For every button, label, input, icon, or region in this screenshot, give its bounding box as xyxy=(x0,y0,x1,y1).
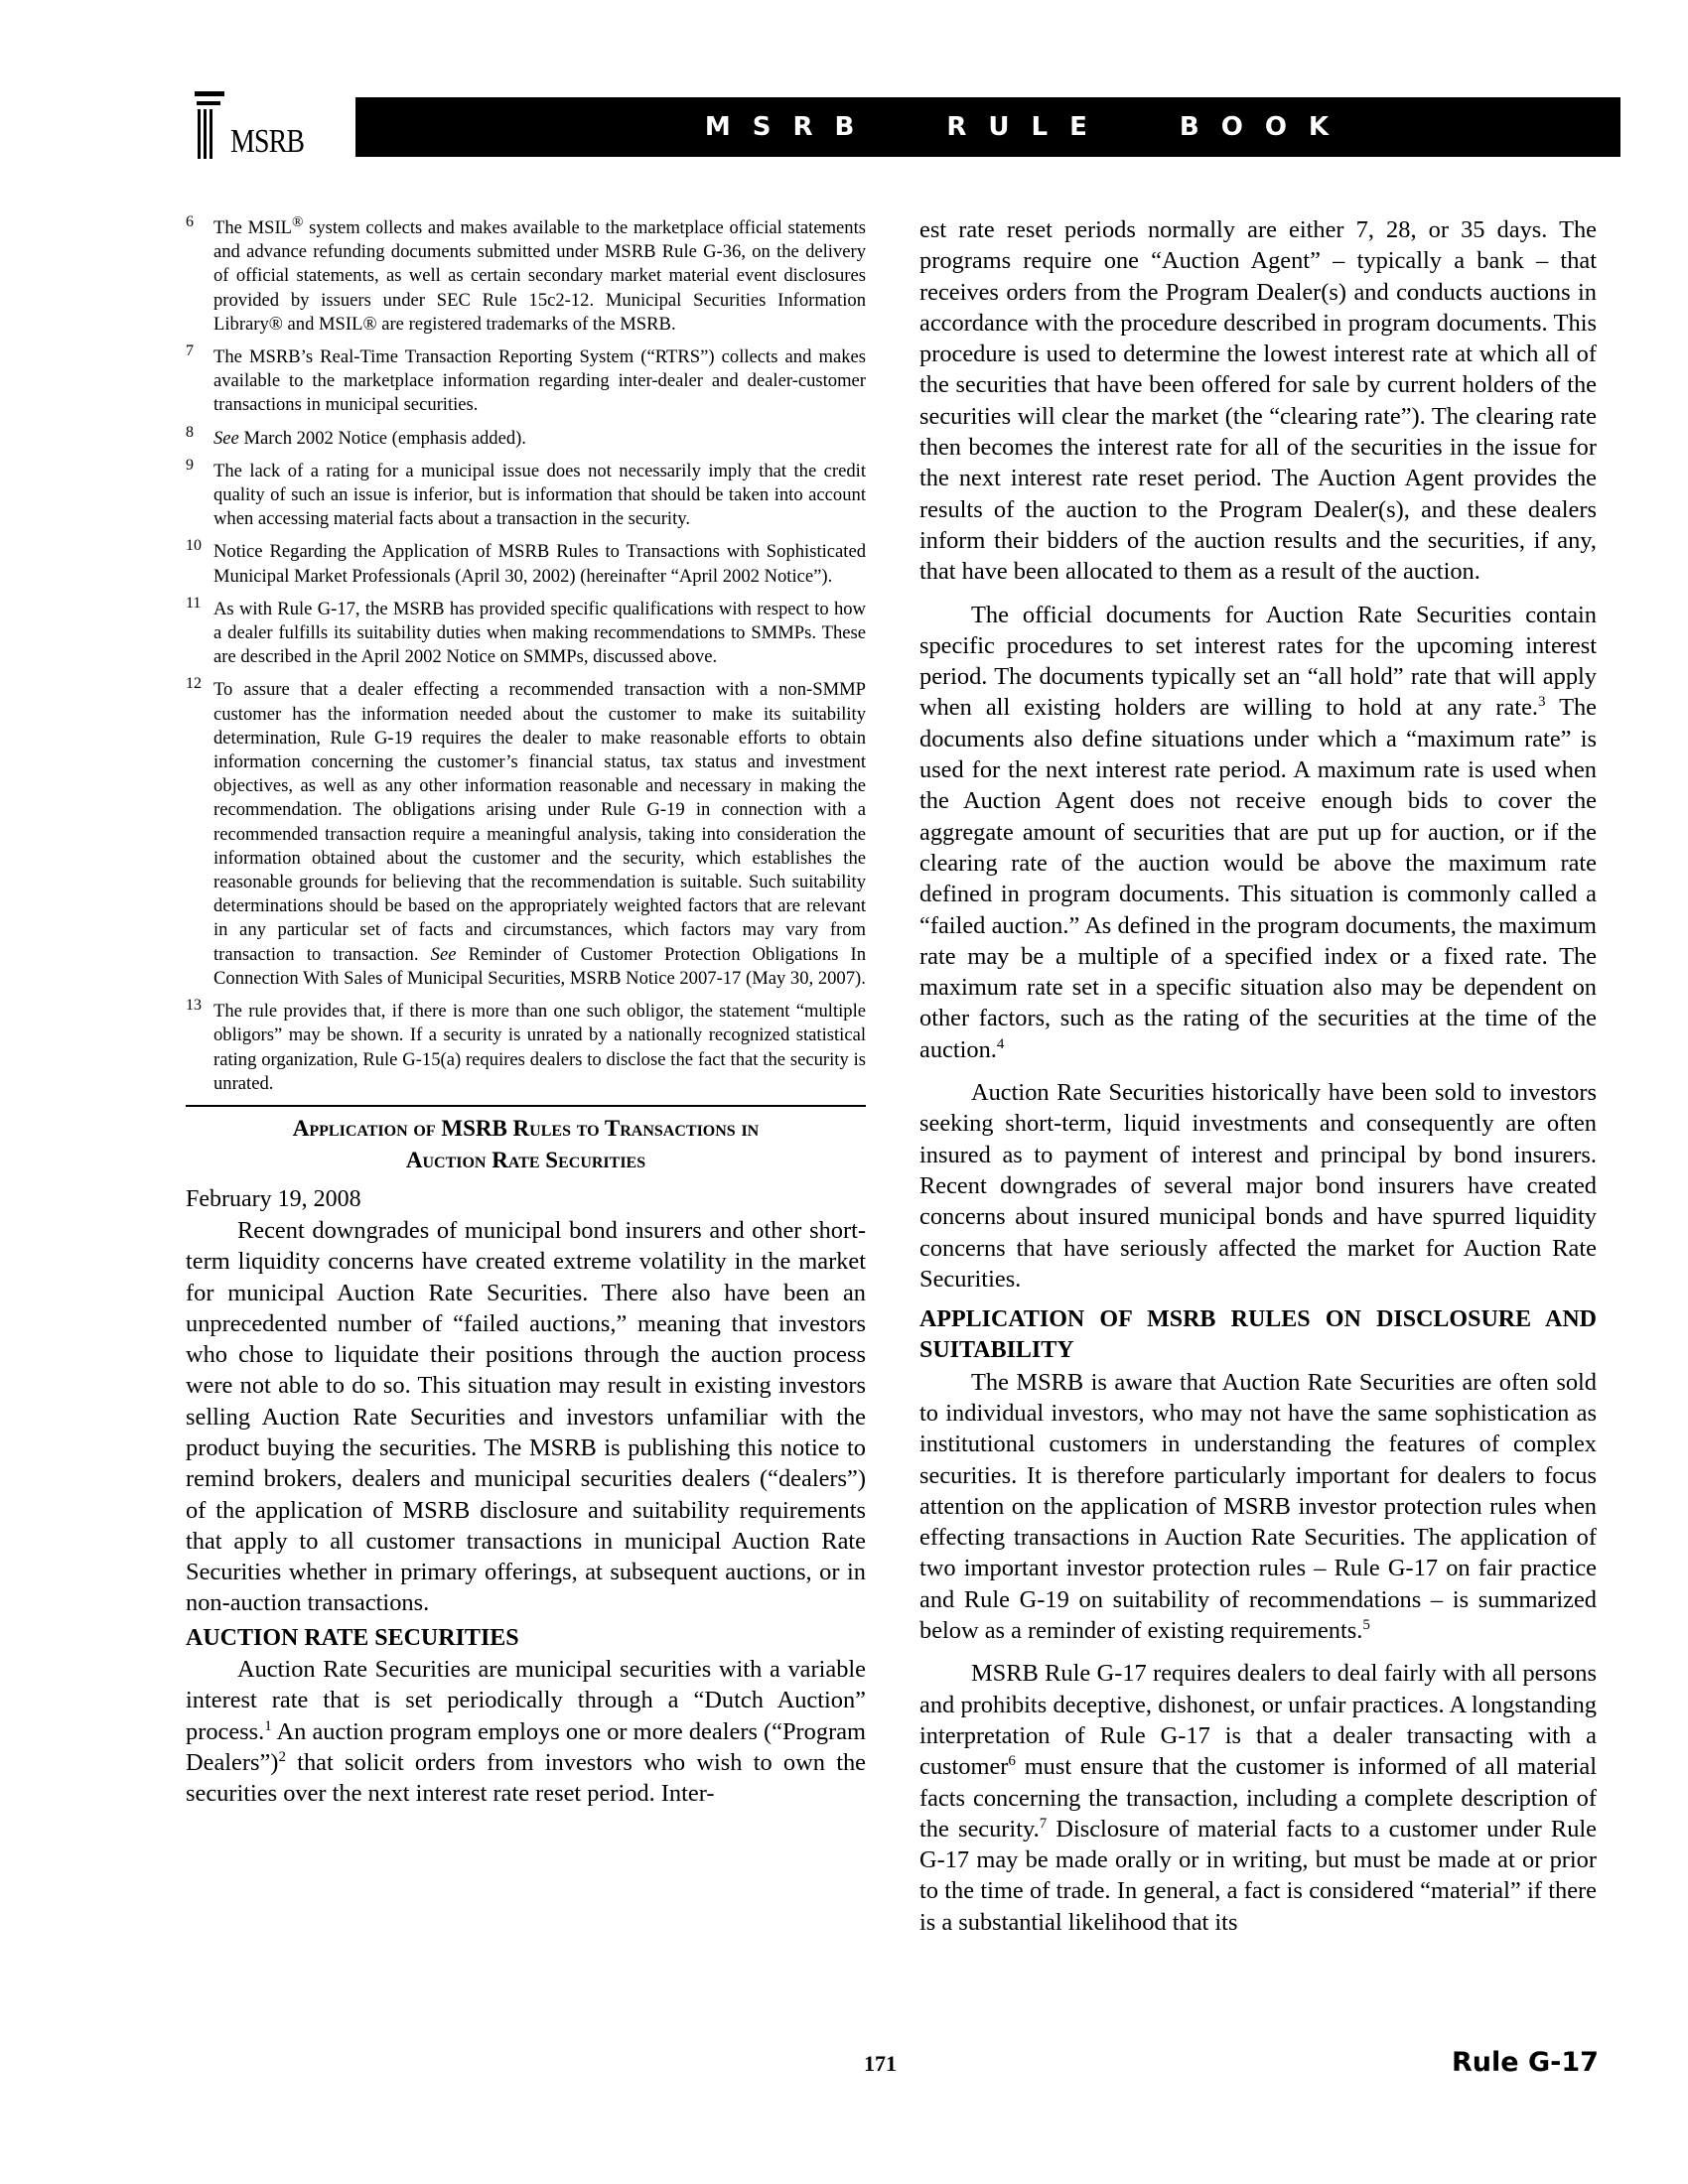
footnote-reference: 1 xyxy=(264,1717,272,1734)
ars-paragraph-1-start xyxy=(186,1654,866,1809)
footnote xyxy=(186,342,866,418)
footnote-reference: 3 xyxy=(1538,694,1546,711)
text-run: that solicit orders from investors who wish to own the securities over the next interest rate reset period. Inter- xyxy=(186,1748,866,1808)
text-run: The MSIL xyxy=(213,217,293,238)
page-number: 171 xyxy=(864,2051,897,2076)
text-run: Recent downgrades of municipal bond insurers and other short-term liquidity concerns have created extreme volatility in the market for municipal Auction Rate Securities. There also have been an unprecedented number of “failed auctions,” meaning that investors who chose to liquidate their positions through the auction process were not able to do so. This situation may result in existing investors selling Auction Rate Securities and investors unfamiliar with the product buying the securities. The MSRB is publishing this notice to remind brokers, dealers and municipal securities dealers (“dealers”) of the application of MSRB disclosure and suitability requirements that apply to all customer transactions in municipal Auction Rate Securities whether in primary offerings, at subsequent auctions, or in non-auction transactions. xyxy=(186,1216,866,1617)
footnote-number: 7 xyxy=(186,342,194,360)
text-run: est rate reset periods normally are either 7, 28, or 35 days. The programs require one “Auction Agent” – typically a bank – that receives orders from the Program Dealer(s) and conducts auctions in accordance with the procedure described in program documents. This procedure is used to determine the lowest interest rate at which all of the securities that have been offered for sale by current holders of the securities will clear the market (the “clearing rate”). The clearing rate then becomes the interest rate for all of the securities in the issue for the next interest rate reset period. The Auction Agent provides the results of the auction to the Program Dealer(s), and these dealers inform their bidders of the auction results and the securities, if any, that have been allocated to them as a result of the auction. xyxy=(919,216,1597,586)
text-run: The documents also define situations under which a “maximum rate” is used for the next interest rate period. A maximum rate is used when the Auction Agent does not receive enough bids to cover the aggregate amount of securities that are put up for auction, or if the clearing rate of the auction would be above the maximum rate defined in program documents. This situation is commonly called a “failed auction.” As defined in the program documents, the maximum rate may be a multiple of a specified index or a fixed rate. The maximum rate set in a specific situation also may be dependent on other factors, such as the rating of the securities at the time of the auction. xyxy=(919,694,1597,1063)
text-run: The official documents for Auction Rate Securities contain specific procedures to set interest rates for the upcoming interest period. The documents typically set an “all hold” rate that will apply when all existing holders are willing to hold at any rate. xyxy=(919,601,1597,722)
footnote-number: 12 xyxy=(186,675,202,693)
section-title xyxy=(186,1113,866,1176)
auction-rate-securities-heading: AUCTION RATE SECURITIES xyxy=(186,1624,519,1651)
text-run: The MSRB is aware that Auction Rate Securities are often sold to individual investors, who may not have the same sophistication as institutional customers in understanding the features of complex securities. It is therefore particularly important for dealers to focus attention on the application of MSRB investor protection rules when effecting transactions in Auction Rate Securities. The application of two important investor protection rules – Rule G-17 on fair practice and Rule G-19 on suitability of recommendations – is summarized below as a reminder of existing requirements. xyxy=(919,1368,1597,1645)
text-run: system collects and makes available to the marketplace official statements and advance refunding documents submitted under MSRB Rule G-36, on the delivery of official statements, as well as certain secondary market material event disclosures provided by issuers under SEC Rule 15c2-12. Municipal Securities Information Library® and MSIL® are registered trademarks of the MSRB. xyxy=(213,217,866,335)
footnote-number: 11 xyxy=(186,594,202,612)
footnote-number: 10 xyxy=(186,537,202,555)
intro-paragraph xyxy=(186,1215,866,1619)
text-run: An auction program employs one or more dealers (“Program Dealers”) xyxy=(186,1717,866,1776)
footnote-number: 8 xyxy=(186,423,194,441)
text-run: As with Rule G-17, the MSRB has provided specific qualifications with respect to how a dealer fulfills its suitability duties when making recommendations to SMMPs. These are described in the April 2002 Notice on SMMPs, discussed above. xyxy=(213,598,866,668)
footnote-number: 9 xyxy=(186,456,194,474)
application-paragraph-1 xyxy=(919,1367,1597,1647)
italic-text: See xyxy=(213,427,239,449)
footnote-number: 6 xyxy=(186,213,194,230)
section-title-line-1: Application of MSRB Rules to Transactions in xyxy=(292,1115,760,1141)
application-paragraph-2 xyxy=(919,1658,1597,1938)
footnote-text xyxy=(213,460,866,532)
ars-paragraph-1-continued xyxy=(919,214,1597,588)
footnotes xyxy=(186,213,866,1096)
text-run: Reminder of Customer Protection Obligations In Connection With Sales of Municipal Securities, MSRB Notice 2007-17 (May 30, 2007). xyxy=(213,943,866,989)
footnote xyxy=(186,423,866,451)
ars-paragraph-3 xyxy=(919,1077,1597,1295)
footnote-reference: 4 xyxy=(996,1035,1005,1052)
footnote-text xyxy=(213,1000,866,1096)
footnote-reference: 6 xyxy=(1008,1753,1016,1770)
text-run: Auction Rate Securities historically have been sold to investors seeking short-term, liquid investments and consequently are often insured as to payment of interest and principal by bond insurers. Recent downgrades of several major bond insurers have created concerns about insured municipal bonds and have spurred liquidity concerns that have seriously affected the market for Auction Rate Securities. xyxy=(919,1079,1597,1293)
footnote-text xyxy=(213,678,866,991)
left-column xyxy=(186,213,866,1810)
text-run: March 2002 Notice (emphasis added). xyxy=(238,427,526,449)
footnote-reference: 2 xyxy=(278,1748,286,1765)
text-run: The lack of a rating for a municipal issue does not necessarily imply that the credit quality of such an issue is inferior, but is information that should be taken into account when accessing material facts about a transaction in the security. xyxy=(213,460,866,530)
footnote-reference: 5 xyxy=(1362,1616,1370,1633)
footnote xyxy=(186,537,866,588)
footnote xyxy=(186,594,866,670)
text-run: The rule provides that, if there is more than one such obligor, the statement “multiple obligors” may be shown. If a security is unrated by a nationally recognized statistical rating organization, Rule G-15(a) requires dealers to disclose the fact that the security is unrated. xyxy=(213,1001,866,1094)
ars-paragraph-2 xyxy=(919,600,1597,1065)
application-heading: APPLICATION OF MSRB RULES ON DISCLOSURE AND SUITABILITY xyxy=(919,1306,1597,1364)
notice-date: February 19, 2008 xyxy=(186,1185,361,1212)
header-bar xyxy=(355,97,1620,157)
footnote-reference: 7 xyxy=(1039,1815,1048,1832)
rule-label: Rule G-17 xyxy=(1452,2047,1599,2078)
text-run: Disclosure of material facts to a customer under Rule G-17 may be made orally or in writing, but must be made at or prior to the time of trade. In general, a fact is considered “material” if there is a substantial likelihood that its xyxy=(919,1815,1597,1936)
text-run: MSRB Rule G-17 requires dealers to deal fairly with all persons and prohibits deceptive, dishonest, or unfair practices. A longstanding interpretation of Rule G-17 is that a dealer transacting with a customer xyxy=(919,1660,1597,1781)
text-run: To assure that a dealer effecting a recommended transaction with a non-SMMP customer has the information needed about the customer to make its suitability determination, Rule G-19 requires the dealer to make reasonable efforts to obtain information concerning the customer’s financial status, tax status and investment objectives, as well as any other information reasonable and necessary in making the recommendation. The obligations arising under Rule G-19 in connection with a recommended transaction require a meaningful analysis, taking into consideration the information obtained about the customer and the security, which establishes the reasonable grounds for believing that the recommendation is suitable. Such suitability determinations should be based on the appropriately weighted factors that are relevant in any particular set of facts and circumstances, which factors may vary from transaction to transaction. xyxy=(213,679,866,965)
column-logo-icon xyxy=(195,91,228,159)
footnote-reference: ® xyxy=(292,213,304,230)
footnote-text xyxy=(213,598,866,670)
footnote-text xyxy=(213,345,866,418)
footnote xyxy=(186,456,866,532)
footnote xyxy=(186,213,866,337)
footnote xyxy=(186,675,866,991)
footnote-text xyxy=(213,540,866,588)
text-run: The MSRB’s Real-Time Transaction Reporting System (“RTRS”) collects and makes available to the marketplace information regarding inter-dealer and dealer-customer transactions in municipal securities. xyxy=(213,346,866,416)
right-column xyxy=(919,214,1597,1938)
section-divider xyxy=(186,1105,866,1107)
header-title: MSRB RULE BOOK xyxy=(704,112,1351,142)
footnote-text xyxy=(213,427,866,451)
footnote-text xyxy=(213,213,866,337)
text-run: Auction Rate Securities are municipal securities with a variable interest rate that is set periodically through a “Dutch Auction” process. xyxy=(186,1656,866,1745)
italic-text: See xyxy=(430,943,457,965)
footnote-number: 13 xyxy=(186,997,202,1015)
footnote xyxy=(186,997,866,1096)
section-title-line-2: Auction Rate Securities xyxy=(405,1147,646,1172)
msrb-logo xyxy=(189,91,348,161)
text-run: Notice Regarding the Application of MSRB Rules to Transactions with Sophisticated Municipal Market Professionals (April 30, 2002) (hereinafter “April 2002 Notice”). xyxy=(213,541,866,587)
text-run: must ensure that the customer is informed of all material facts concerning the transaction, including a complete description of the security. xyxy=(919,1753,1597,1843)
logo-text: MSRB xyxy=(230,123,305,160)
